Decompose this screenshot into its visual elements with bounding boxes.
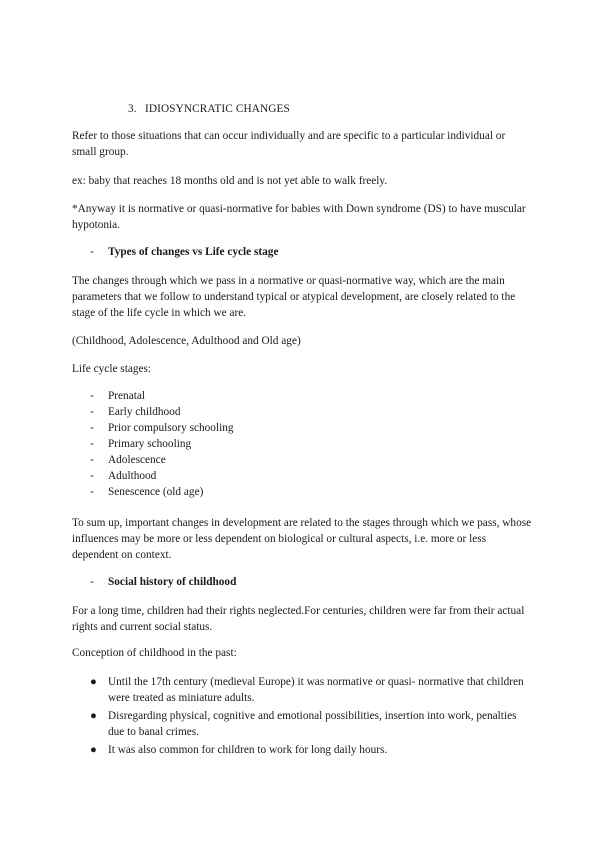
list-item: - Adulthood (90, 470, 157, 482)
paragraph-definition: Refer to those situations that can occur individually and are specific to a particular individual or small group. (72, 130, 506, 158)
paragraph-example: ex: baby that reaches 18 months old and is not yet able to walk freely. (72, 175, 388, 187)
paragraph-long-time: For a long time, children had their rights neglected.For centuries, children were far from their actual rights and current social status. (72, 605, 525, 633)
list-item: ● It was also common for children to work for long daily hours. (90, 744, 388, 756)
list-item: - Adolescence (90, 454, 166, 466)
section-title: Social history of childhood (108, 576, 237, 588)
list-item: - Prior compulsory schooling (90, 422, 234, 434)
section-heading-types-of-changes (90, 244, 278, 260)
heading-title: IDIOSYNCRATIC CHANGES (145, 103, 290, 115)
section-heading-social-history (90, 574, 236, 590)
life-cycle-label: Life cycle stages: (72, 363, 152, 375)
paragraph-changes: The changes through which we pass in a normative or quasi-normative way, which are the main parameters that we follow to understand typical or atypical development, are closely related to the stage of the life cycle in which we are. (72, 275, 516, 319)
list-item: - Senescence (old age) (90, 486, 204, 498)
past-conception-list (90, 674, 530, 758)
paragraph-sum-up: To sum up, important changes in development are related to the stages through which we pass, whose influences may be more or less dependent on biological or cultural aspects, i.e. more or less dependent on context. (72, 517, 532, 561)
list-item: ● Disregarding physical, cognitive and emotional possibilities, insertion into work, penalties due to banal crimes. (90, 710, 517, 738)
bullet-icon: ● (90, 744, 97, 756)
paragraph-stages-parenthetical: (Childhood, Adolescence, Adulthood and Old age) (72, 335, 301, 347)
bullet-icon: ● (90, 676, 97, 688)
list-item: - Prenatal (90, 390, 146, 402)
section-title: Types of changes vs Life cycle stage (108, 246, 279, 258)
list-item: ● Until the 17th century (medieval Europe) it was normative or quasi- normative that children were treated as miniature adults. (90, 676, 524, 704)
list-item: - Primary schooling (90, 438, 192, 450)
bullet-icon: ● (90, 710, 97, 722)
life-cycle-stages-list (90, 388, 234, 500)
heading-number: 3. (128, 103, 137, 115)
paragraph-anyway: *Anyway it is normative or quasi-normative for babies with Down syndrome (DS) to have muscular hypotonia. (72, 203, 526, 231)
dash-marker: - (90, 246, 94, 258)
section-heading-idiosyncratic (128, 101, 290, 117)
dash-marker: - (90, 576, 94, 588)
list-item: - Early childhood (90, 406, 181, 418)
conception-label: Conception of childhood in the past: (72, 647, 237, 659)
